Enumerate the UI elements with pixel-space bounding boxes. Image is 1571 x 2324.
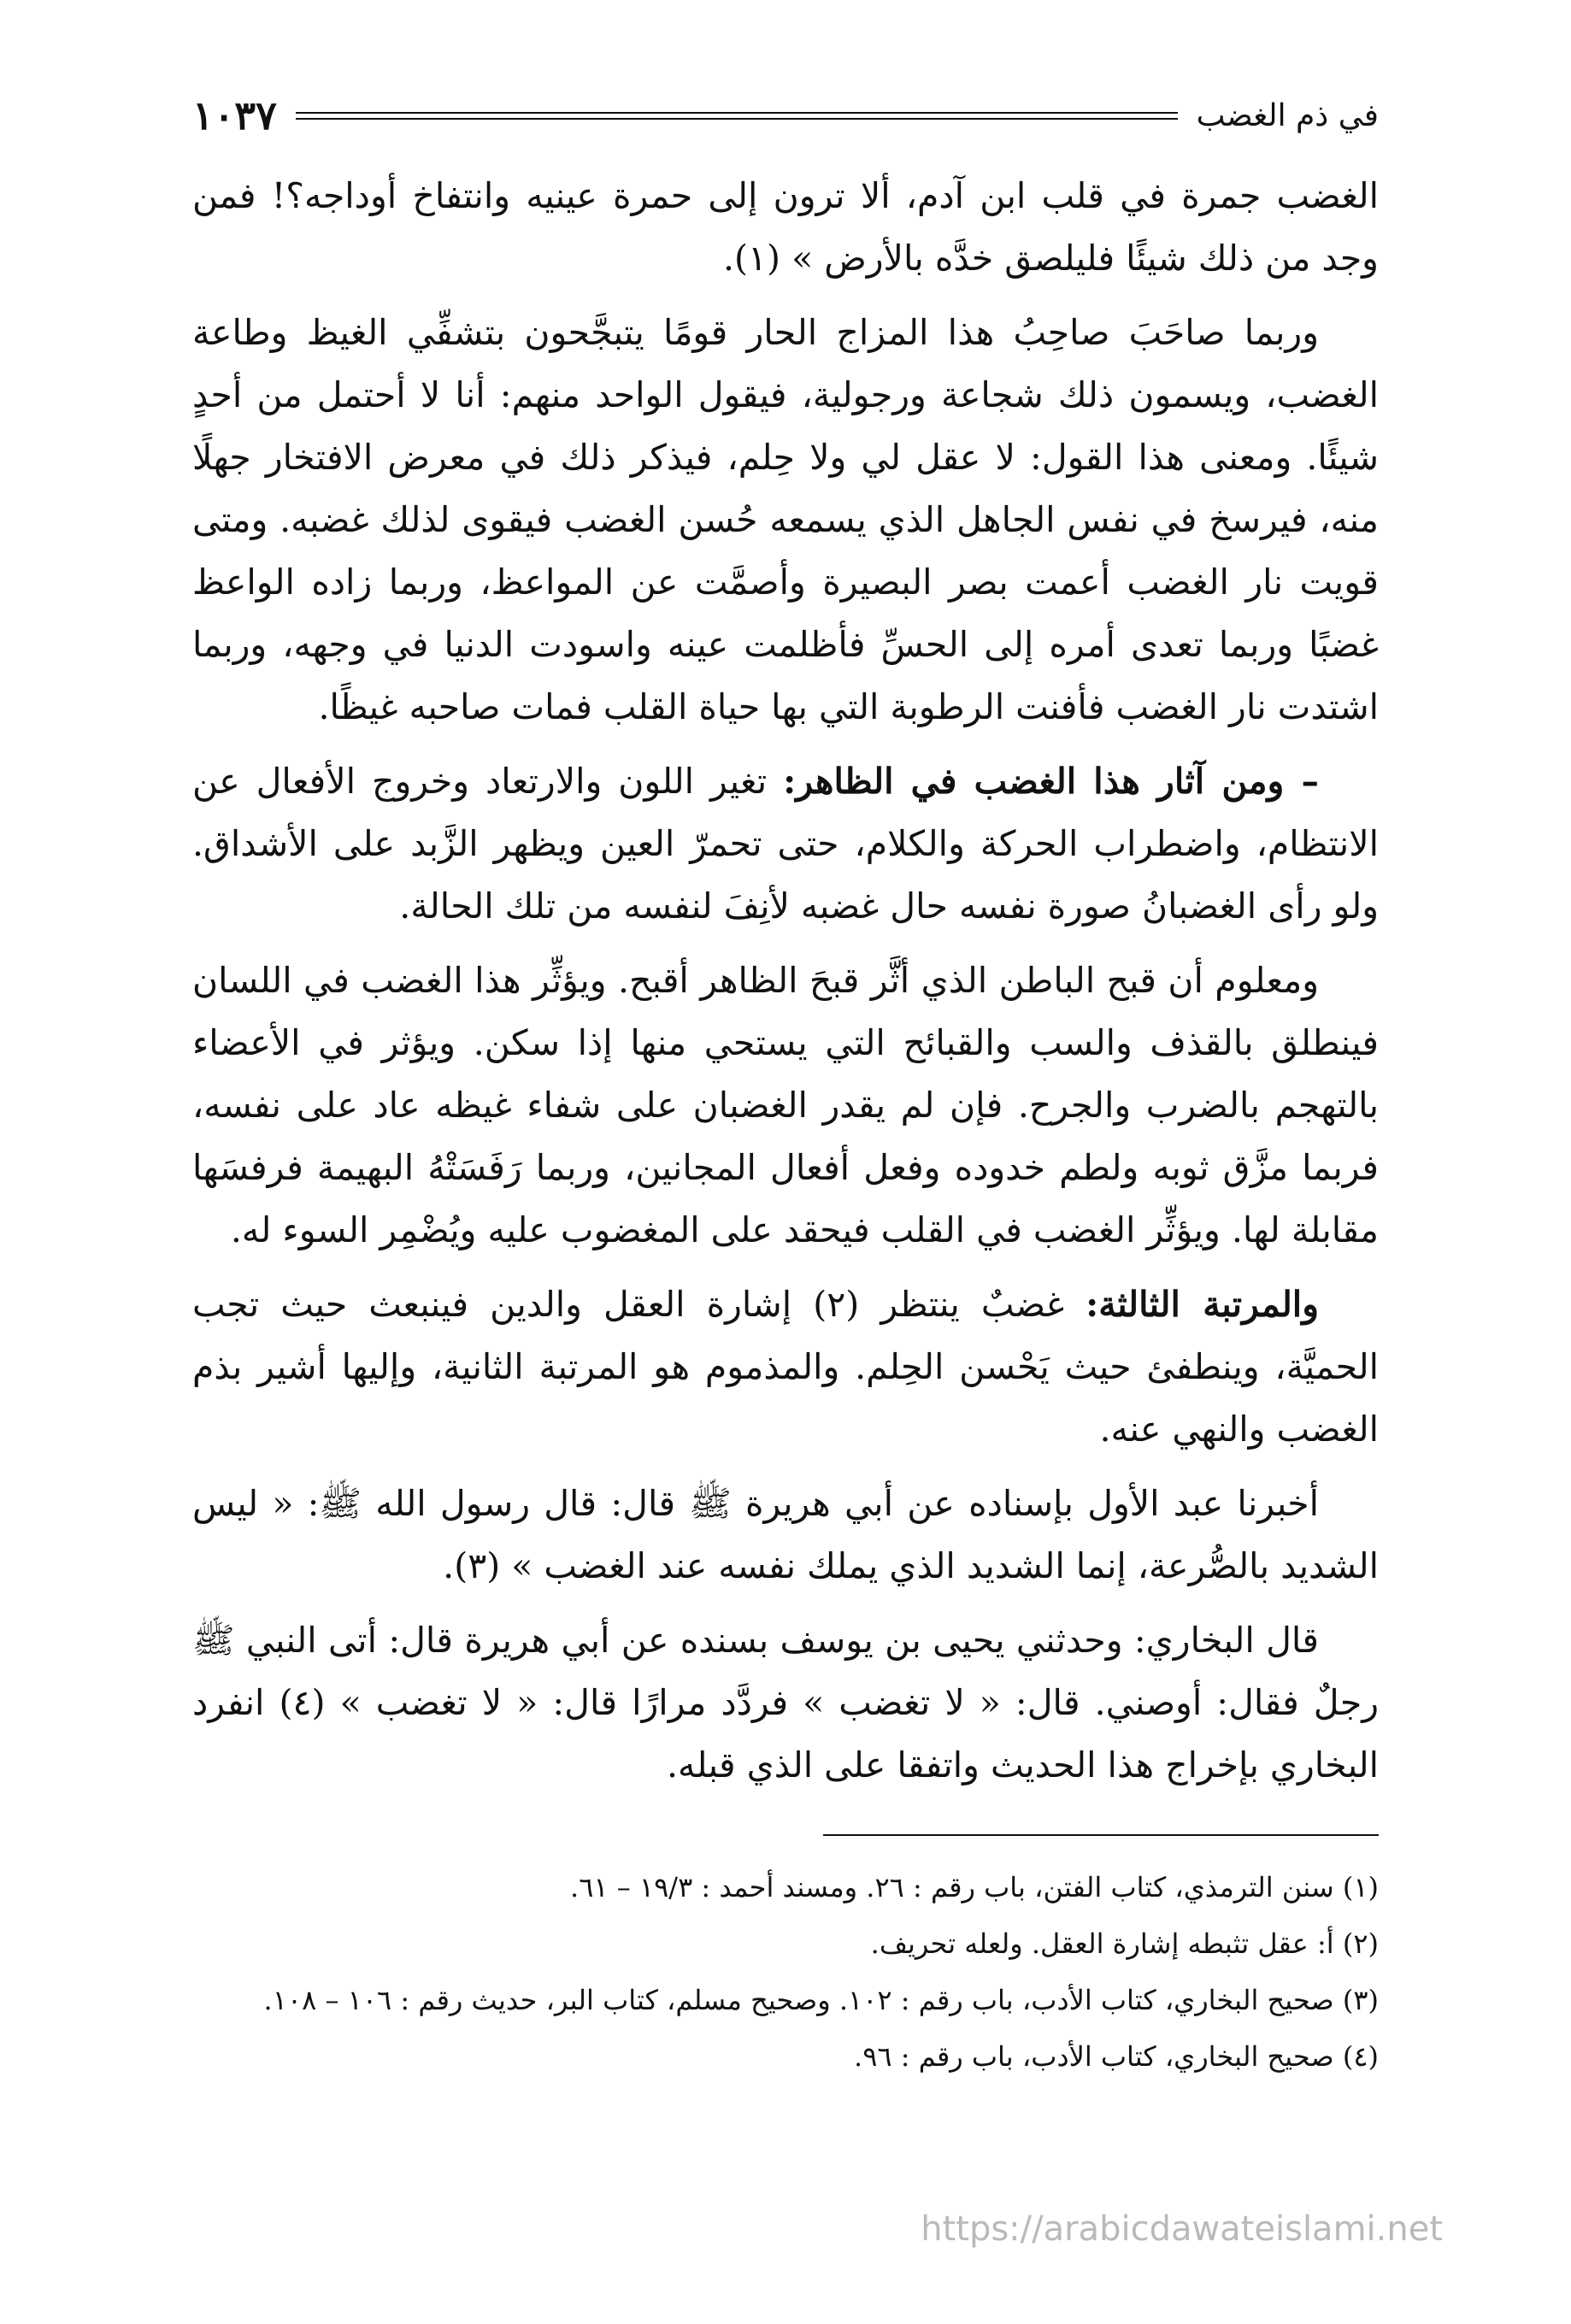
paragraph-3-text: تغير اللون والارتعاد وخروج الأفعال عن الانتظام، واضطراب الحركة والكلام، حتى تحمرّ العين ويظهر الزَّبد على الأشداق. ولو رأى الغضبانُ صورة نفسه حال غضبه لأنِفَ لنفسه من تلك الحالة. <box>192 761 1379 927</box>
page-number: ١٠٣٧ <box>192 92 277 138</box>
footnotes <box>192 1862 1379 2082</box>
paragraph-2: وربما صاحَبَ صاحِبُ هذا المزاج الحار قومًا يتبجَّحون بتشفِّي الغيظ وطاعة الغضب، ويسمون ذلك شجاعة ورجولية، فيقول الواحد منهم: أنا لا أحتمل من أحدٍ شيئًا. ومعنى هذا القول: لا عقل لي ولا حِلم، فيذكر ذلك في معرض الافتخار جهلًا منه، فيرسخ في نفس الجاهل الذي يسمعه حُسن الغضب فيقوى لذلك غضبه. ومتى قويت نار الغضب أعمت بصر البصيرة وأصمَّت عن المواعظ، وربما زاده الواعظ غضبًا وربما تعدى أمره إلى الحسِّ فأظلمت عينه واسودت الدنيا في وجهه، وربما اشتدت نار الغضب فأفنت الرطوبة التي بها حياة القلب فمات صاحبه غيظًا. <box>192 312 1379 727</box>
paragraph-1: الغضب جمرة في قلب ابن آدم، ألا ترون إلى حمرة عينيه وانتفاخ أوداجه؟! فمن وجد من ذلك شيئًا فليلصق خدَّه بالأرض » (١). <box>192 175 1379 279</box>
paragraph-5-heading: والمرتبة الثالثة: <box>1086 1284 1320 1325</box>
header-rule <box>296 112 1178 120</box>
main-text <box>192 165 1379 1797</box>
paragraph-3-heading: – ومن آثار هذا الغضب في الظاهر: <box>783 761 1319 802</box>
paragraph-4: ومعلوم أن قبح الباطن الذي أثَّر قبحَ الظاهر أقبح. ويؤثِّر هذا الغضب في اللسان فينطلق بالقذف والسب والقبائح التي يستحي منها إذا سكن. ويؤثر في الأعضاء بالتهجم بالضرب والجرح. فإن لم يقدر الغضبان على شفاء غيظه عاد على نفسه، فربما مزَّق ثوبه ولطم خدوده وفعل أفعال المجانين، وربما رَفَسَتْهُ البهيمة فرفسَها مقابلة لها. ويؤثِّر الغضب في القلب فيحقد على المغضوب عليه ويُضْمِر السوء له. <box>192 960 1379 1250</box>
footnote-3: (٣) صحيح البخاري، كتاب الأدب، باب رقم : ١٠٢. وصحيح مسلم، كتاب البر، حديث رقم : ١٠٦ – ١٠٨. <box>263 1984 1379 2016</box>
paragraph-5-text: غضبٌ ينتظر (٢) إشارة العقل والدين فينبعث حيث تجب الحميَّة، وينطفئ حيث يَحْسن الحِلم. والمذموم هو المرتبة الثانية، وإليها أشير بذم الغضب والنهي عنه. <box>192 1284 1379 1450</box>
paragraph-6: أخبرنا عبد الأول بإسناده عن أبي هريرة ﷺ قال: قال رسول الله ﷺ: « ليس الشديد بالصُّرعة، إنما الشديد الذي يملك نفسه عند الغضب » (٣). <box>192 1483 1379 1586</box>
paragraph-7: قال البخاري: وحدثني يحيى بن يوسف بسنده عن أبي هريرة قال: أتى النبي ﷺ رجلٌ فقال: أوصني. قال: « لا تغضب » فردَّد مرارًا قال: « لا تغضب » (٤) انفرد البخاري بإخراج هذا الحديث واتفقا على الذي قبله. <box>192 1620 1379 1786</box>
running-header <box>192 90 1379 141</box>
chapter-title: في ذم الغضب <box>1196 97 1379 133</box>
paragraph-3 <box>192 750 1379 938</box>
footnote-2: (٢) أ: عقل تثبطه إشارة العقل. ولعله تحريف. <box>870 1927 1379 1960</box>
footnote-4: (٤) صحيح البخاري، كتاب الأدب، باب رقم : ٩٦. <box>854 2040 1379 2073</box>
footnote-separator <box>823 1834 1379 1836</box>
paragraph-5 <box>192 1274 1379 1461</box>
footnote-1: (١) سنن الترمذي، كتاب الفتن، باب رقم : ٢٦. ومسند أحمد : ١٩/٣ – ٦١. <box>570 1871 1379 1903</box>
watermark-url: https://arabicdawateislami.net <box>921 2209 1443 2249</box>
